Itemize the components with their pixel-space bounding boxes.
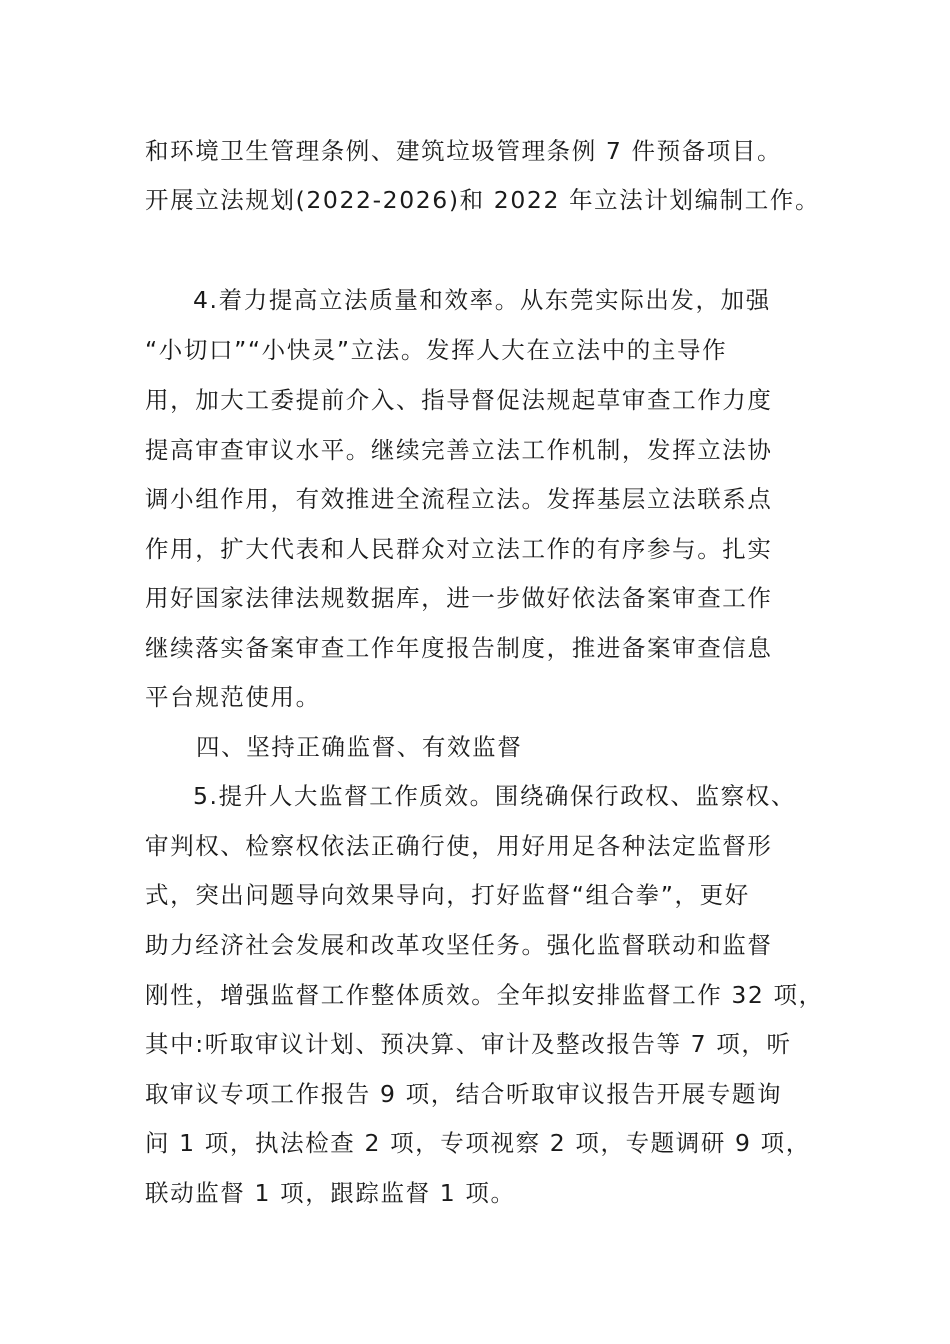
text-line-9: 用好国家法律法规数据库，进一步做好依法备案审查工作 (145, 584, 773, 612)
text-line-19: 取审议专项工作报告 9 项，结合听取审议报告开展专题询 (145, 1080, 783, 1108)
text-line-6: 提高审查审议水平。继续完善立法工作机制，发挥立法协 (145, 436, 773, 464)
text-line-11: 平台规范使用。 (145, 683, 321, 711)
text-line-14: 审判权、检察权依法正确行使，用好用足各种法定监督形 (145, 832, 773, 860)
section-heading: 四、坚持正确监督、有效监督 (196, 733, 523, 761)
text-line-5: 用，加大工委提前介入、指导督促法规起草审查工作力度 (145, 386, 773, 414)
text-line-17: 刚性，增强监督工作整体质效。全年拟安排监督工作 32 项， (145, 981, 824, 1009)
text-line-18: 其中:听取审议计划、预决算、审计及整改报告等 7 项，听 (145, 1030, 792, 1058)
text-line-7: 调小组作用，有效推进全流程立法。发挥基层立法联系点 (145, 485, 773, 513)
text-line-4: “小切口”“小快灵”立法。发挥人大在立法中的主导作 (145, 336, 728, 364)
text-line-21: 联动监督 1 项，跟踪监督 1 项。 (145, 1179, 516, 1207)
text-line-20: 问 1 项，执法检查 2 项，专项视察 2 项，专题调研 9 项， (145, 1129, 811, 1157)
text-line-1: 和环境卫生管理条例、建筑垃圾管理条例 7 件预备项目。 (145, 137, 783, 165)
text-line-8: 作用，扩大代表和人民群众对立法工作的有序参与。扎实 (145, 535, 773, 563)
text-line-16: 助力经济社会发展和改革攻坚任务。强化监督联动和监督 (145, 931, 773, 959)
paragraph-4-heading-line: 4.着力提高立法质量和效率。从东莞实际出发，加强 (193, 286, 771, 314)
text-line-2: 开展立法规划(2022-2026)和 2022 年立法计划编制工作。 (145, 186, 821, 214)
paragraph-5-heading-line: 5.提升人大监督工作质效。围绕确保行政权、监察权、 (193, 782, 796, 810)
text-line-15: 式，突出问题导向效果导向，打好监督“组合拳”，更好 (145, 881, 750, 909)
text-line-10: 继续落实备案审查工作年度报告制度，推进备案审查信息 (145, 634, 773, 662)
